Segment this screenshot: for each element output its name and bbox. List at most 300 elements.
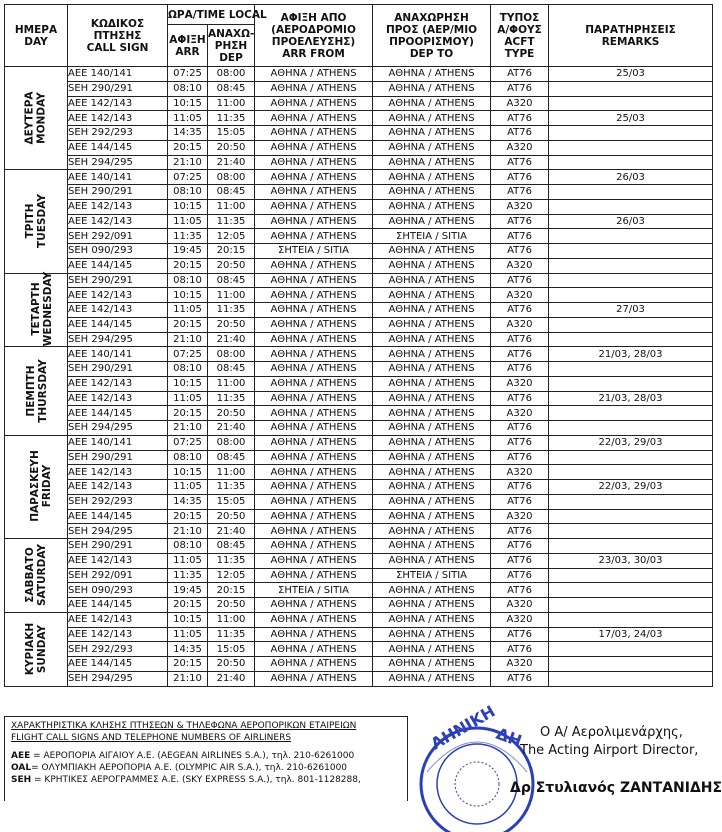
dep-time-cell: 11:00	[208, 96, 255, 111]
remarks-cell	[549, 140, 713, 155]
table-row	[5, 671, 713, 686]
dep-to-cell: ΑΘΗΝΑ / ATHENS	[373, 273, 491, 288]
remarks-cell: 21/03, 28/03	[549, 347, 713, 362]
airline-call-signs-box	[4, 716, 408, 801]
call-sign-cell: AEE 140/141	[68, 170, 168, 185]
dep-time-cell: 15:05	[208, 126, 255, 141]
aircraft-type-cell: AT76	[491, 170, 549, 185]
dep-time-cell: 20:50	[208, 509, 255, 524]
remarks-cell	[549, 539, 713, 554]
remarks-cell	[549, 96, 713, 111]
aircraft-type-cell: AT76	[491, 391, 549, 406]
arr-time-cell: 11:05	[168, 303, 208, 318]
arr-time-cell: 11:35	[168, 229, 208, 244]
arr-time-cell: 14:35	[168, 494, 208, 509]
aircraft-type-cell: AT76	[491, 524, 549, 539]
dep-to-cell: ΑΘΗΝΑ / ATHENS	[373, 539, 491, 554]
arr-from-cell: ΑΘΗΝΑ / ATHENS	[255, 140, 373, 155]
aircraft-type-cell: AT76	[491, 229, 549, 244]
remarks-cell: 22/03, 29/03	[549, 480, 713, 495]
aircraft-type-cell: A320	[491, 376, 549, 391]
arr-from-cell: ΑΘΗΝΑ / ATHENS	[255, 155, 373, 170]
call-sign-cell: SEH 290/291	[68, 450, 168, 465]
call-sign-cell: SEH 294/295	[68, 421, 168, 436]
airline-line-seh	[11, 774, 401, 786]
dep-to-cell: ΑΘΗΝΑ / ATHENS	[373, 126, 491, 141]
dep-to-cell: ΑΘΗΝΑ / ATHENS	[373, 642, 491, 657]
dep-to-cell: ΣΗΤΕΙΑ / SITIA	[373, 568, 491, 583]
official-stamp-seal	[407, 701, 547, 832]
remarks-cell	[549, 126, 713, 141]
dep-to-cell: ΑΘΗΝΑ / ATHENS	[373, 140, 491, 155]
dep-time-cell: 11:35	[208, 303, 255, 318]
day-name-gr: ΤΡΙΤΗ	[24, 203, 36, 239]
table-row	[5, 244, 713, 259]
aircraft-type-cell: AT76	[491, 568, 549, 583]
call-sign-cell: AEE 142/143	[68, 612, 168, 627]
call-sign-cell: SEH 292/091	[68, 568, 168, 583]
arr-time-cell: 08:10	[168, 450, 208, 465]
table-row	[5, 111, 713, 126]
arr-time-cell: 08:10	[168, 81, 208, 96]
day-name-en: WEDNESDAY	[42, 272, 55, 347]
arr-time-cell: 07:25	[168, 435, 208, 450]
day-name-gr: ΔΕΥΤΕΡΑ	[24, 91, 36, 145]
remarks-cell	[549, 568, 713, 583]
day-name-en: MONDAY	[36, 91, 48, 144]
table-row	[5, 465, 713, 480]
dep-to-cell: ΑΘΗΝΑ / ATHENS	[373, 317, 491, 332]
director-name: Δρ Στυλιανός ΖΑΝΤΑΝΙΔΗΣ	[510, 780, 722, 796]
dep-to-cell: ΑΘΗΝΑ / ATHENS	[373, 671, 491, 686]
table-row	[5, 376, 713, 391]
arr-from-cell: ΑΘΗΝΑ / ATHENS	[255, 111, 373, 126]
arr-from-cell: ΑΘΗΝΑ / ATHENS	[255, 303, 373, 318]
dep-to-cell: ΑΘΗΝΑ / ATHENS	[373, 303, 491, 318]
airline-line-aee	[11, 750, 401, 762]
remarks-cell	[549, 81, 713, 96]
table-row	[5, 657, 713, 672]
call-sign-cell: SEH 290/291	[68, 185, 168, 200]
dep-time-cell: 12:05	[208, 568, 255, 583]
table-row	[5, 67, 713, 82]
table-row	[5, 140, 713, 155]
dep-to-cell: ΑΘΗΝΑ / ATHENS	[373, 391, 491, 406]
table-row	[5, 627, 713, 642]
arr-time-cell: 19:45	[168, 583, 208, 598]
footer-title-gr: ΧΑΡΑΚΤΗΡΙΣΤΙΚΑ ΚΛΗΣΗΣ ΠΤΗΣΕΩΝ & ΤΗΛΕΦΩΝΑ ΑΕΡΟΠΟΡΙΚΩΝ ΕΤΑΙΡΕΙΩΝ	[11, 721, 357, 731]
aircraft-type-cell: A320	[491, 199, 549, 214]
dep-time-cell: 21:40	[208, 421, 255, 436]
remarks-cell	[549, 450, 713, 465]
dep-time-cell: 11:35	[208, 627, 255, 642]
aircraft-type-cell: AT76	[491, 155, 549, 170]
call-sign-cell: AEE 144/145	[68, 406, 168, 421]
dep-to-cell: ΑΘΗΝΑ / ATHENS	[373, 553, 491, 568]
arr-from-cell: ΑΘΗΝΑ / ATHENS	[255, 598, 373, 613]
arr-time-cell: 20:15	[168, 140, 208, 155]
aircraft-type-cell: AT76	[491, 111, 549, 126]
call-sign-cell: SEH 294/295	[68, 671, 168, 686]
aircraft-type-cell: A320	[491, 258, 549, 273]
remarks-cell: 27/03	[549, 303, 713, 318]
remarks-cell	[549, 332, 713, 347]
dep-to-cell: ΑΘΗΝΑ / ATHENS	[373, 111, 491, 126]
arr-from-cell: ΑΘΗΝΑ / ATHENS	[255, 671, 373, 686]
call-sign-cell: AEE 142/143	[68, 480, 168, 495]
arr-time-cell: 21:10	[168, 671, 208, 686]
schedule-body	[5, 67, 713, 687]
remarks-cell: 26/03	[549, 214, 713, 229]
table-row	[5, 317, 713, 332]
remarks-cell	[549, 509, 713, 524]
call-sign-cell: SEH 292/293	[68, 494, 168, 509]
call-sign-cell: AEE 142/143	[68, 627, 168, 642]
aircraft-type-cell: A320	[491, 509, 549, 524]
dep-to-cell: ΑΘΗΝΑ / ATHENS	[373, 494, 491, 509]
dep-time-cell: 11:35	[208, 214, 255, 229]
table-row	[5, 509, 713, 524]
remarks-cell	[549, 421, 713, 436]
arr-time-cell: 14:35	[168, 126, 208, 141]
call-sign-cell: SEH 090/293	[68, 583, 168, 598]
dep-to-cell: ΑΘΗΝΑ / ATHENS	[373, 170, 491, 185]
dep-time-cell: 11:35	[208, 480, 255, 495]
dep-time-cell: 08:45	[208, 450, 255, 465]
aircraft-type-cell: AT76	[491, 539, 549, 554]
remarks-cell	[549, 406, 713, 421]
remarks-cell: 22/03, 29/03	[549, 435, 713, 450]
dep-to-cell: ΑΘΗΝΑ / ATHENS	[373, 627, 491, 642]
day-cell	[5, 435, 68, 538]
remarks-cell	[549, 185, 713, 200]
arr-time-cell: 21:10	[168, 155, 208, 170]
arr-from-cell: ΑΘΗΝΑ / ATHENS	[255, 376, 373, 391]
table-row	[5, 332, 713, 347]
remarks-cell: 23/03, 30/03	[549, 553, 713, 568]
dep-to-cell: ΑΘΗΝΑ / ATHENS	[373, 81, 491, 96]
dep-time-cell: 11:00	[208, 288, 255, 303]
table-row	[5, 480, 713, 495]
table-row	[5, 539, 713, 554]
arr-time-cell: 21:10	[168, 421, 208, 436]
remarks-cell	[549, 155, 713, 170]
arr-from-cell: ΑΘΗΝΑ / ATHENS	[255, 317, 373, 332]
dep-time-cell: 11:35	[208, 553, 255, 568]
arr-from-cell: ΑΘΗΝΑ / ATHENS	[255, 332, 373, 347]
remarks-cell	[549, 494, 713, 509]
arr-from-cell: ΑΘΗΝΑ / ATHENS	[255, 81, 373, 96]
airline-code: SEH	[11, 775, 32, 785]
call-sign-cell: SEH 290/291	[68, 273, 168, 288]
call-sign-cell: SEH 292/293	[68, 642, 168, 657]
dep-time-cell: 08:45	[208, 362, 255, 377]
arr-from-cell: ΑΘΗΝΑ / ATHENS	[255, 524, 373, 539]
day-name-en: TUESDAY	[36, 193, 48, 248]
dep-time-cell: 08:45	[208, 539, 255, 554]
arr-from-cell: ΑΘΗΝΑ / ATHENS	[255, 126, 373, 141]
aircraft-type-cell: AT76	[491, 67, 549, 82]
day-name-en: THURSDAY	[36, 358, 49, 423]
table-row	[5, 303, 713, 318]
call-sign-cell: AEE 140/141	[68, 67, 168, 82]
footer-title	[11, 720, 401, 744]
call-sign-cell: AEE 144/145	[68, 317, 168, 332]
director-role-en: The Acting Airport Director,	[520, 743, 699, 758]
arr-from-cell: ΑΘΗΝΑ / ATHENS	[255, 612, 373, 627]
arr-time-cell: 21:10	[168, 524, 208, 539]
table-row	[5, 170, 713, 185]
aircraft-type-cell: AT76	[491, 583, 549, 598]
dep-to-cell: ΑΘΗΝΑ / ATHENS	[373, 258, 491, 273]
aircraft-type-cell: AT76	[491, 303, 549, 318]
arr-from-cell: ΑΘΗΝΑ / ATHENS	[255, 362, 373, 377]
dep-to-cell: ΑΘΗΝΑ / ATHENS	[373, 185, 491, 200]
aircraft-type-cell: A320	[491, 657, 549, 672]
arr-time-cell: 10:15	[168, 96, 208, 111]
remarks-cell	[549, 317, 713, 332]
arr-time-cell: 20:15	[168, 657, 208, 672]
day-cell	[5, 170, 68, 273]
director-role-gr: Ο Α/ Αερολιμενάρχης,	[540, 725, 683, 740]
dep-time-cell: 11:35	[208, 391, 255, 406]
aircraft-type-cell: AT76	[491, 347, 549, 362]
arr-from-cell: ΑΘΗΝΑ / ATHENS	[255, 185, 373, 200]
call-sign-cell: AEE 142/143	[68, 553, 168, 568]
header-call-sign: ΚΩΔΙΚΟΣ ΠΤΗΣΗΣ CALL SIGN	[68, 5, 168, 67]
remarks-cell: 26/03	[549, 170, 713, 185]
aircraft-type-cell: AT76	[491, 244, 549, 259]
aircraft-type-cell: AT76	[491, 81, 549, 96]
dep-time-cell: 15:05	[208, 642, 255, 657]
day-cell	[5, 273, 68, 347]
aircraft-type-cell: A320	[491, 140, 549, 155]
remarks-cell	[549, 199, 713, 214]
aircraft-type-cell: A320	[491, 612, 549, 627]
table-row	[5, 347, 713, 362]
call-sign-cell: SEH 292/293	[68, 126, 168, 141]
aircraft-type-cell: AT76	[491, 494, 549, 509]
call-sign-cell: AEE 142/143	[68, 199, 168, 214]
remarks-cell	[549, 288, 713, 303]
dep-time-cell: 20:50	[208, 598, 255, 613]
dep-time-cell: 08:00	[208, 170, 255, 185]
arr-time-cell: 08:10	[168, 273, 208, 288]
dep-time-cell: 08:45	[208, 273, 255, 288]
remarks-cell	[549, 524, 713, 539]
arr-time-cell: 07:25	[168, 170, 208, 185]
dep-time-cell: 08:00	[208, 67, 255, 82]
call-sign-cell: SEH 294/295	[68, 524, 168, 539]
arr-from-cell: ΑΘΗΝΑ / ATHENS	[255, 480, 373, 495]
arr-from-cell: ΑΘΗΝΑ / ATHENS	[255, 450, 373, 465]
table-row	[5, 199, 713, 214]
table-row	[5, 214, 713, 229]
dep-time-cell: 08:45	[208, 185, 255, 200]
remarks-cell	[549, 657, 713, 672]
airline-code: AEE	[11, 751, 31, 761]
aircraft-type-cell: AT76	[491, 332, 549, 347]
dep-time-cell: 20:50	[208, 657, 255, 672]
arr-from-cell: ΑΘΗΝΑ / ATHENS	[255, 229, 373, 244]
dep-time-cell: 08:00	[208, 435, 255, 450]
arr-from-cell: ΑΘΗΝΑ / ATHENS	[255, 258, 373, 273]
arr-time-cell: 20:15	[168, 406, 208, 421]
aircraft-type-cell: A320	[491, 288, 549, 303]
svg-text:ΛΗΝΙΚΗ: ΛΗΝΙΚΗ	[427, 701, 499, 754]
call-sign-cell: AEE 142/143	[68, 376, 168, 391]
dep-time-cell: 21:40	[208, 332, 255, 347]
arr-time-cell: 14:35	[168, 642, 208, 657]
call-sign-cell: SEH 292/091	[68, 229, 168, 244]
aircraft-type-cell: A320	[491, 465, 549, 480]
header-dep-to: ΑΝΑΧΩΡΗΣΗ ΠΡΟΣ (ΑΕΡ/ΜΙΟ ΠΡΟΟΡΙΣΜΟΥ) DEP TO	[373, 5, 491, 67]
remarks-cell	[549, 229, 713, 244]
remarks-cell	[549, 598, 713, 613]
airline-text: = ΚΡΗΤΙΚΕΣ ΑΕΡΟΓΡΑΜΜΕΣ Α.Ε. (SKY EXPRESS S.A.), τηλ. 801-1128288,	[31, 775, 361, 785]
header-arr-from: ΑΦΙΞΗ ΑΠΟ (ΑΕΡΟΔΡΟΜΙΟ ΠΡΟΕΛΕΥΣΗΣ) ARR FROM	[255, 5, 373, 67]
dep-to-cell: ΑΘΗΝΑ / ATHENS	[373, 465, 491, 480]
aircraft-type-cell: AT76	[491, 553, 549, 568]
call-sign-cell: AEE 142/143	[68, 391, 168, 406]
dep-to-cell: ΑΘΗΝΑ / ATHENS	[373, 347, 491, 362]
call-sign-cell: AEE 140/141	[68, 435, 168, 450]
table-row	[5, 450, 713, 465]
call-sign-cell: AEE 142/143	[68, 288, 168, 303]
day-cell	[5, 539, 68, 613]
remarks-cell: 25/03	[549, 111, 713, 126]
arr-time-cell: 20:15	[168, 258, 208, 273]
dep-time-cell: 21:40	[208, 671, 255, 686]
dep-time-cell: 20:15	[208, 583, 255, 598]
header-remarks: ΠΑΡΑΤΗΡΗΣΕΙΣ REMARKS	[549, 5, 713, 67]
arr-time-cell: 11:35	[168, 568, 208, 583]
aircraft-type-cell: AT76	[491, 214, 549, 229]
aircraft-type-cell: A320	[491, 317, 549, 332]
call-sign-cell: AEE 144/145	[68, 258, 168, 273]
call-sign-cell: AEE 142/143	[68, 96, 168, 111]
arr-time-cell: 11:05	[168, 111, 208, 126]
call-sign-cell: AEE 144/145	[68, 509, 168, 524]
call-sign-cell: AEE 144/145	[68, 598, 168, 613]
table-row	[5, 229, 713, 244]
header-time-local: ΩΡΑ/TIME LOCAL	[168, 5, 255, 25]
call-sign-cell: AEE 142/143	[68, 214, 168, 229]
arr-time-cell: 10:15	[168, 376, 208, 391]
aircraft-type-cell: AT76	[491, 671, 549, 686]
airline-line-oal	[11, 762, 401, 774]
table-row	[5, 126, 713, 141]
remarks-cell	[549, 583, 713, 598]
table-row	[5, 568, 713, 583]
dep-to-cell: ΑΘΗΝΑ / ATHENS	[373, 524, 491, 539]
call-sign-cell: AEE 144/145	[68, 657, 168, 672]
arr-time-cell: 11:05	[168, 627, 208, 642]
table-row	[5, 362, 713, 377]
dep-to-cell: ΑΘΗΝΑ / ATHENS	[373, 657, 491, 672]
day-name-gr: ΠΑΡΑΣΚΕΥΗ	[28, 450, 41, 523]
table-row	[5, 391, 713, 406]
remarks-cell: 17/03, 24/03	[549, 627, 713, 642]
call-sign-cell: SEH 290/291	[68, 362, 168, 377]
dep-time-cell: 15:05	[208, 494, 255, 509]
arr-from-cell: ΑΘΗΝΑ / ATHENS	[255, 214, 373, 229]
signature-block	[520, 724, 699, 760]
airline-code: OAL	[11, 763, 32, 773]
remarks-cell	[549, 362, 713, 377]
dep-to-cell: ΑΘΗΝΑ / ATHENS	[373, 376, 491, 391]
arr-from-cell: ΣΗΤΕΙΑ / SITIA	[255, 244, 373, 259]
dep-time-cell: 11:00	[208, 465, 255, 480]
dep-to-cell: ΑΘΗΝΑ / ATHENS	[373, 244, 491, 259]
arr-from-cell: ΑΘΗΝΑ / ATHENS	[255, 199, 373, 214]
dep-time-cell: 11:35	[208, 111, 255, 126]
table-row	[5, 185, 713, 200]
arr-from-cell: ΑΘΗΝΑ / ATHENS	[255, 435, 373, 450]
day-cell	[5, 347, 68, 436]
dep-time-cell: 20:50	[208, 140, 255, 155]
dep-to-cell: ΑΘΗΝΑ / ATHENS	[373, 67, 491, 82]
call-sign-cell: AEE 142/143	[68, 303, 168, 318]
arr-time-cell: 11:05	[168, 214, 208, 229]
dep-time-cell: 21:40	[208, 155, 255, 170]
dep-time-cell: 20:50	[208, 317, 255, 332]
dep-time-cell: 11:00	[208, 199, 255, 214]
aircraft-type-cell: AT76	[491, 421, 549, 436]
arr-time-cell: 20:15	[168, 598, 208, 613]
dep-to-cell: ΑΘΗΝΑ / ATHENS	[373, 421, 491, 436]
arr-time-cell: 20:15	[168, 509, 208, 524]
arr-from-cell: ΑΘΗΝΑ / ATHENS	[255, 273, 373, 288]
dep-time-cell: 21:40	[208, 524, 255, 539]
day-name-en: FRIDAY	[40, 465, 53, 508]
dep-time-cell: 08:45	[208, 81, 255, 96]
arr-from-cell: ΑΘΗΝΑ / ATHENS	[255, 539, 373, 554]
arr-time-cell: 21:10	[168, 332, 208, 347]
arr-time-cell: 11:05	[168, 553, 208, 568]
airline-text: = ΟΛΥΜΠΙΑΚΗ ΑΕΡΟΠΟΡΙΑ Α.Ε. (OLYMPIC AIR S.A.), τηλ. 210-6261000	[31, 763, 348, 773]
day-name-en: SATURDAY	[36, 543, 49, 606]
remarks-cell: 25/03	[549, 67, 713, 82]
day-cell	[5, 612, 68, 686]
dep-to-cell: ΑΘΗΝΑ / ATHENS	[373, 435, 491, 450]
aircraft-type-cell: AT76	[491, 273, 549, 288]
arr-from-cell: ΑΘΗΝΑ / ATHENS	[255, 170, 373, 185]
table-row	[5, 642, 713, 657]
call-sign-cell: SEH 294/295	[68, 155, 168, 170]
remarks-cell	[549, 612, 713, 627]
arr-from-cell: ΑΘΗΝΑ / ATHENS	[255, 465, 373, 480]
day-name-en: SUNDAY	[36, 624, 48, 673]
day-name-gr: ΣΑΒΒΑΤΟ	[24, 547, 37, 603]
aircraft-type-cell: AT76	[491, 435, 549, 450]
dep-to-cell: ΑΘΗΝΑ / ATHENS	[373, 583, 491, 598]
airline-text: = ΑΕΡΟΠΟΡΙΑ ΑΙΓΑΙΟΥ Α.Ε. (AEGEAN AIRLINES S.A.), τηλ. 210-6261000	[30, 751, 355, 761]
dep-to-cell: ΑΘΗΝΑ / ATHENS	[373, 598, 491, 613]
arr-time-cell: 10:15	[168, 288, 208, 303]
footer-title-en: FLIGHT CALL SIGNS AND TELEPHONE NUMBERS OF AIRLINERS	[11, 733, 292, 743]
arr-from-cell: ΑΘΗΝΑ / ATHENS	[255, 642, 373, 657]
table-row	[5, 494, 713, 509]
arr-from-cell: ΑΘΗΝΑ / ATHENS	[255, 657, 373, 672]
dep-time-cell: 08:00	[208, 347, 255, 362]
aircraft-type-cell: AT76	[491, 362, 549, 377]
dep-to-cell: ΑΘΗΝΑ / ATHENS	[373, 406, 491, 421]
arr-time-cell: 11:05	[168, 391, 208, 406]
remarks-cell	[549, 273, 713, 288]
arr-from-cell: ΑΘΗΝΑ / ATHENS	[255, 391, 373, 406]
arr-from-cell: ΑΘΗΝΑ / ATHENS	[255, 568, 373, 583]
